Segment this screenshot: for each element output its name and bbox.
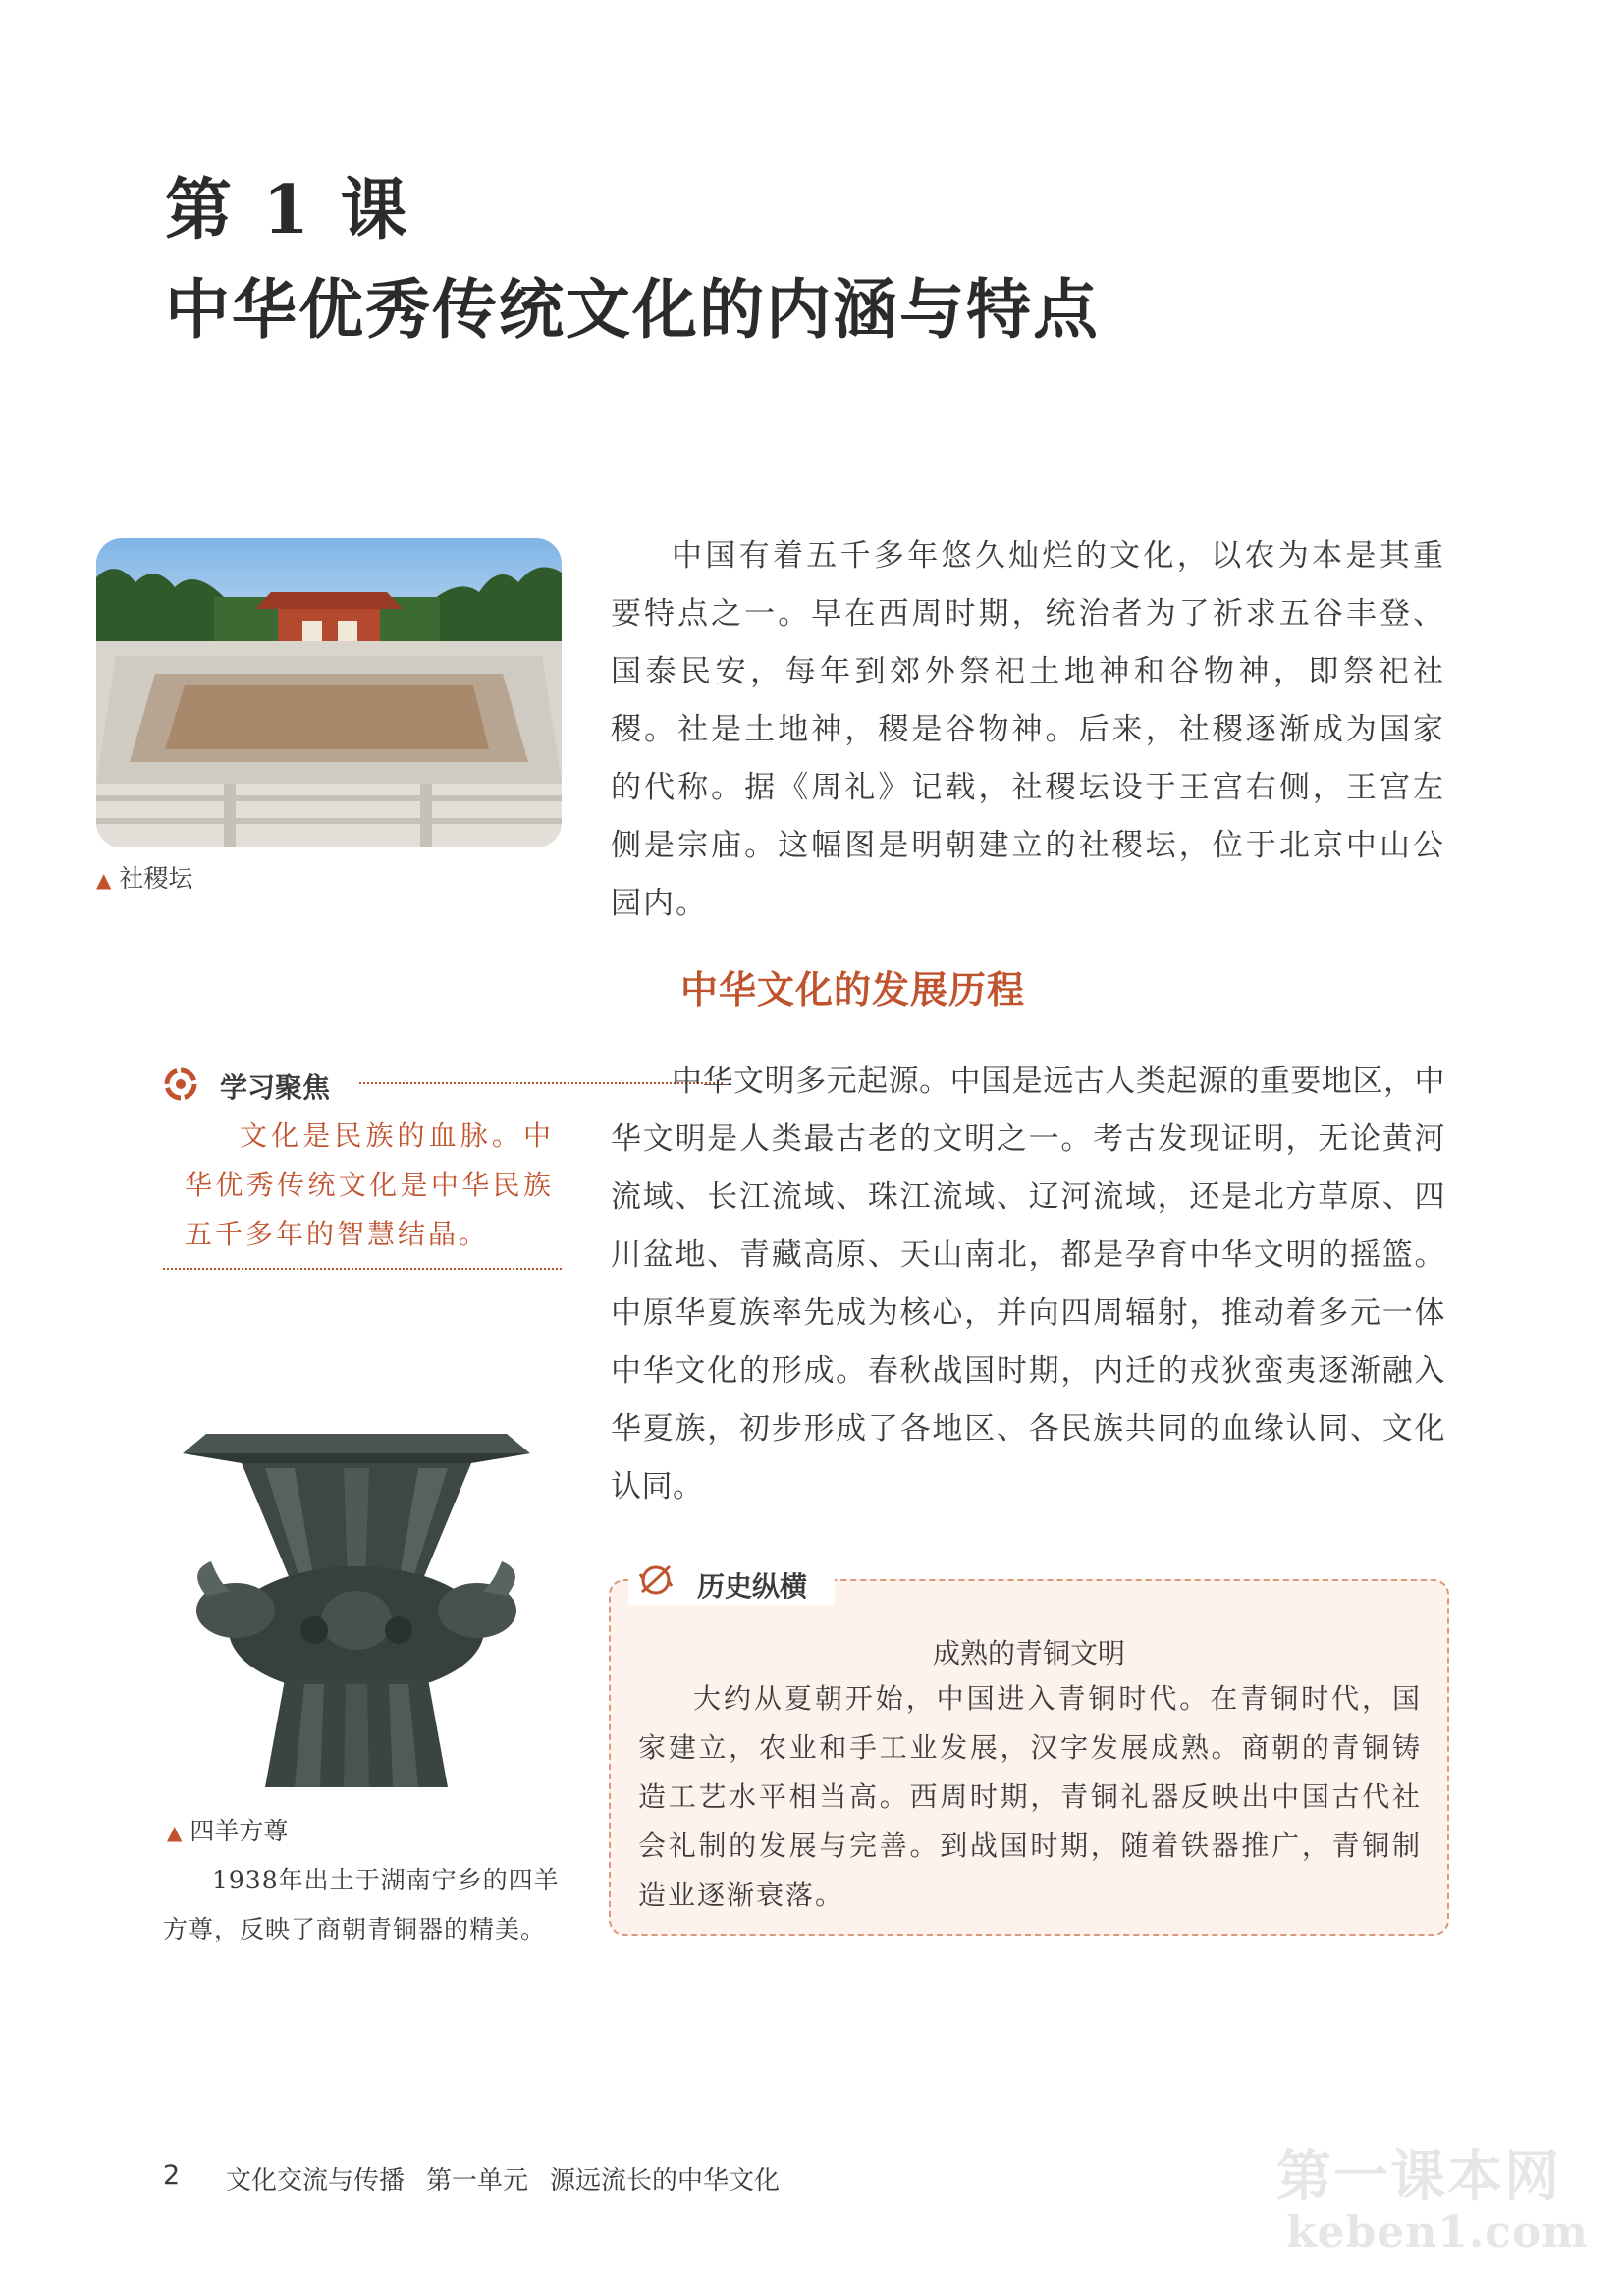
bronze-caption-text: 四羊方尊 <box>189 1817 289 1845</box>
section-heading: 中华文化的发展历程 <box>680 968 1026 1011</box>
bronze-vessel-photo <box>177 1424 536 1797</box>
intro-paragraph: 中国有着五千多年悠久灿烂的文化，以农为本是其重要特点之一。早在西周时期，统治者为了祈求五谷丰登、国泰民安，每年到郊外祭祀土地神和谷物神，即祭祀社稷。社是土地神，稷是谷物神。后来，社稷逐渐成为国家的代称。据《周礼》记载，社稷坛设于王宫右侧，王宫左侧是宗庙。这幅图是明朝建立的社稷坛，位于北京中山公园内。 <box>611 538 1445 921</box>
footer-book: 文化交流与传播 <box>226 2166 406 2196</box>
altar-caption <box>96 859 192 895</box>
focus-header <box>163 1065 562 1104</box>
focus-target-icon <box>163 1066 198 1102</box>
altar-photo <box>96 538 562 847</box>
page-number: 2 <box>163 2160 181 2191</box>
history-label: 历史纵横 <box>697 1570 808 1603</box>
section-body: 中华文明多元起源。中国是远古人类起源的重要地区，中华文明是人类最古老的文明之一。考古发现证明，无论黄河流域、长江流域、珠江流域、辽河流域，还是北方草原、四川盆地、青藏高原、天山南北，都是孕育中华文明的摇篮。中原华夏族率先成为核心，并向四周辐射，推动着多元一体中华文化的形成。春秋战国时期，内迁的戎狄蛮夷逐渐融入华夏族，初步形成了各地区、各民族共同的血缘认同、文化认同。 <box>611 1064 1445 1504</box>
altar-caption-text: 社稷坛 <box>119 864 193 893</box>
history-compass-icon <box>636 1560 676 1600</box>
watermark-chinese: 第一课本网 <box>1276 2145 1561 2209</box>
watermark-url: keben1.com <box>1286 2208 1589 2258</box>
footer-unit: 第一单元 <box>426 2166 529 2196</box>
bronze-caption <box>167 1812 288 1847</box>
triangle-marker-icon: ▲ <box>96 868 112 892</box>
focus-bottom-divider <box>163 1268 562 1270</box>
footer-running-head <box>226 2160 801 2197</box>
focus-text: 文化是民族的血脉。中华优秀传统文化是中华民族五千多年的智慧结晶。 <box>185 1120 554 1250</box>
triangle-marker-icon: ▲ <box>167 1821 183 1844</box>
focus-label: 学习聚焦 <box>220 1071 331 1104</box>
lesson-title: 中华优秀传统文化的内涵与特点 <box>165 271 1100 348</box>
lesson-number: 第 1 课 <box>165 171 411 249</box>
footer-unit-title: 源远流长的中华文化 <box>550 2166 781 2196</box>
history-title: 成熟的青铜文明 <box>932 1637 1125 1669</box>
bronze-description: 1938年出土于湖南宁乡的四羊方尊，反映了商朝青铜器的精美。 <box>163 1866 560 1943</box>
history-text: 大约从夏朝开始，中国进入青铜时代。在青铜时代，国家建立，农业和手工业发展，汉字发展成熟。商朝的青铜铸造工艺水平相当高。西周时期，青铜礼器反映出中国古代社会礼制的发展与完善。到战国时期，随着铁器推广，青铜制造业逐渐衰落。 <box>638 1682 1422 1911</box>
